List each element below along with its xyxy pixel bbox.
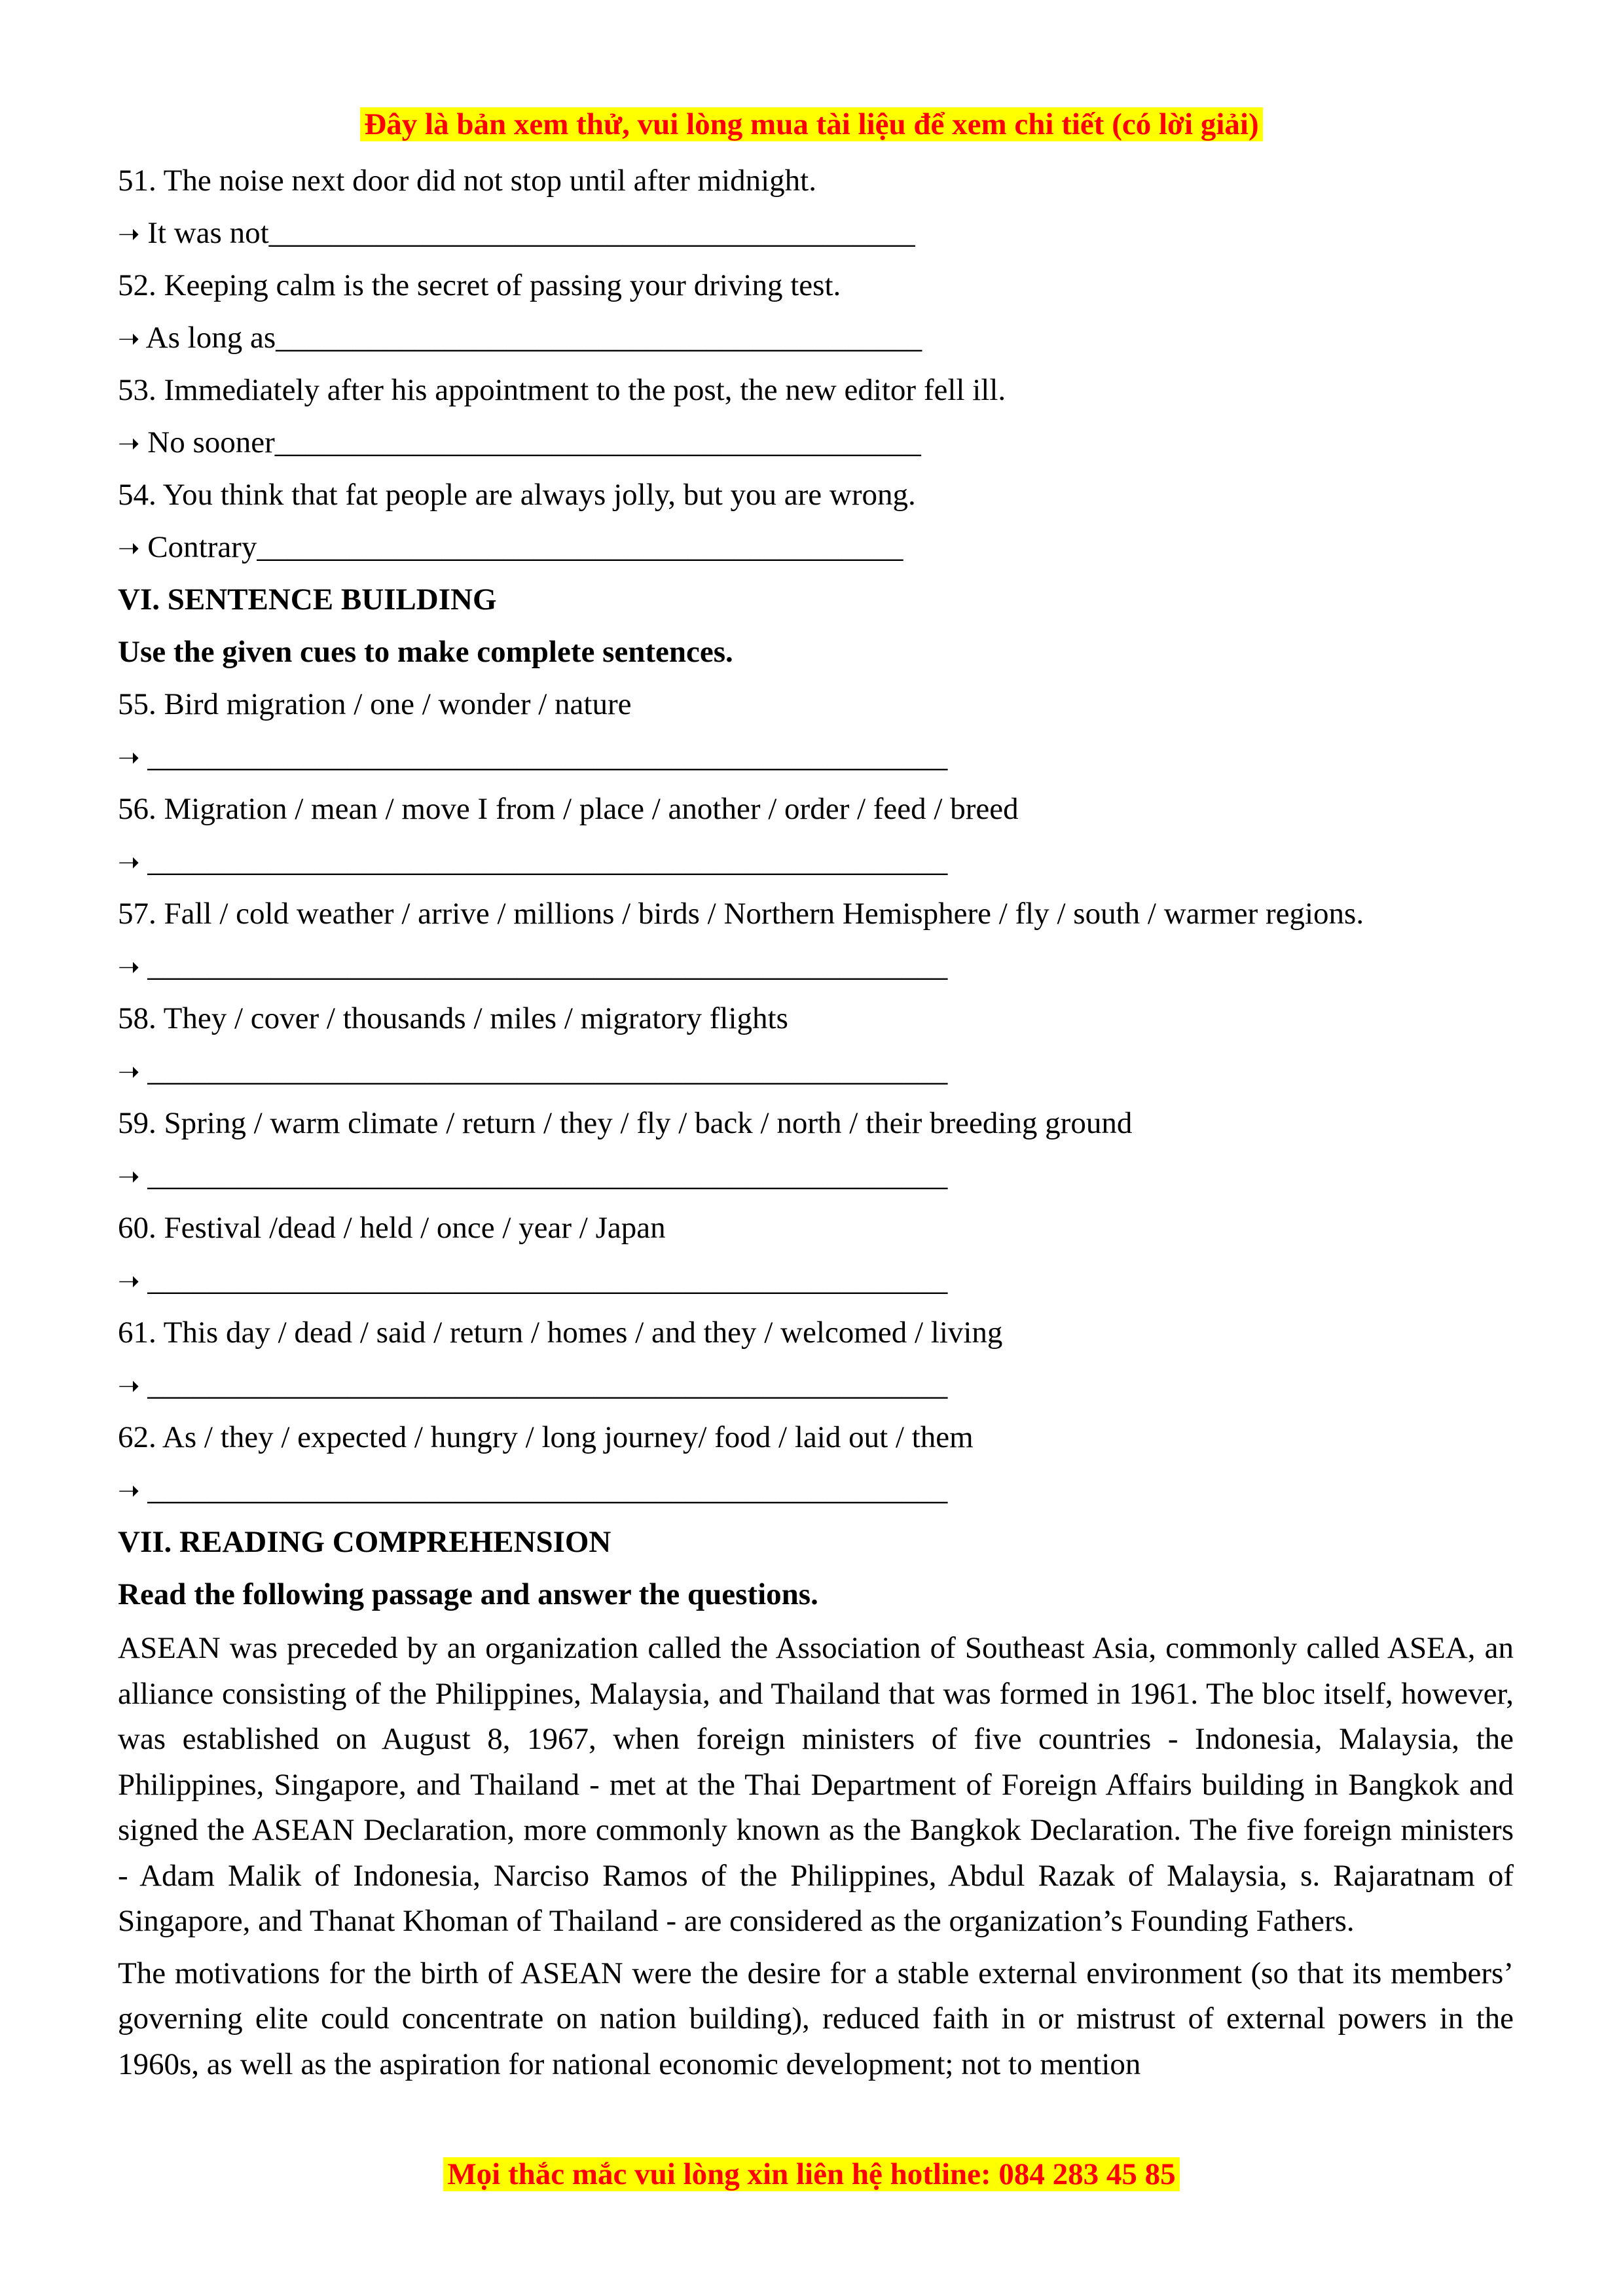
answer-line-62 xyxy=(118,1463,1514,1516)
section-sentence-building xyxy=(118,573,1514,1516)
arrow-icon: ➝ xyxy=(118,324,140,354)
answer-prompt: As long as__________________________________________ xyxy=(139,321,922,355)
answer-blank: ____________________________________________________ xyxy=(139,1368,948,1402)
question-51: 51. The noise next door did not stop until after midnight. xyxy=(118,164,816,198)
answer-blank: ____________________________________________________ xyxy=(139,844,948,878)
question-58: 58. They / cover / thousands / miles / migratory flights xyxy=(118,1001,788,1035)
preview-banner-text: Đây là bản xem thử, vui lòng mua tài liệu để xem chi tiết (có lời giải) xyxy=(360,107,1262,141)
question-53: 53. Immediately after his appointment to the post, the new editor fell ill. xyxy=(118,373,1006,407)
answer-blank: ____________________________________________________ xyxy=(139,1158,948,1193)
arrow-icon: ➝ xyxy=(118,1371,140,1401)
question-54: 54. You think that fat people are always jolly, but you are wrong. xyxy=(118,478,916,512)
answer-line-55 xyxy=(118,730,1514,783)
preview-banner xyxy=(0,105,1623,144)
arrow-icon: ➝ xyxy=(118,219,140,249)
answer-blank: ____________________________________________________ xyxy=(139,1263,948,1297)
arrow-icon: ➝ xyxy=(118,743,140,773)
question-57: 57. Fall / cold weather / arrive / millions / birds / Northern Hemisphere / fly / south / warmer regions. xyxy=(118,897,1364,931)
answer-blank: ____________________________________________________ xyxy=(139,740,948,774)
answer-prompt: It was not__________________________________________ xyxy=(139,216,915,250)
arrow-icon: ➝ xyxy=(118,848,140,878)
question-52: 52. Keeping calm is the secret of passing your driving test. xyxy=(118,268,841,302)
arrow-icon: ➝ xyxy=(118,429,140,459)
question-56: 56. Migration / mean / move I from / place / another / order / feed / breed xyxy=(118,792,1019,826)
answer-line-56 xyxy=(118,835,1514,888)
question-59: 59. Spring / warm climate / return / they / fly / back / north / their breeding ground xyxy=(118,1106,1133,1140)
section-instruction: Use the given cues to make complete sentences. xyxy=(118,635,733,669)
answer-blank: ____________________________________________________ xyxy=(139,949,948,983)
section-heading: VII. READING COMPREHENSION xyxy=(118,1525,611,1559)
arrow-icon: ➝ xyxy=(118,1162,140,1192)
answer-prompt: No sooner__________________________________________ xyxy=(139,425,921,459)
hotline-banner-text: Mọi thắc mắc vui lòng xin liên hệ hotline: 084 283 45 85 xyxy=(443,2157,1179,2191)
section-reading-comprehension xyxy=(118,1516,1514,2087)
answer-line-54 xyxy=(118,521,1514,573)
arrow-icon: ➝ xyxy=(118,1266,140,1297)
answer-line-58 xyxy=(118,1045,1514,1097)
answer-line-61 xyxy=(118,1359,1514,1411)
question-61: 61. This day / dead / said / return / homes / and they / welcomed / living xyxy=(118,1316,1003,1350)
reading-passage xyxy=(118,1626,1514,2087)
hotline-banner xyxy=(0,2155,1623,2194)
answer-prompt: Contrary__________________________________________ xyxy=(139,530,903,564)
question-62: 62. As / they / expected / hungry / long journey/ food / laid out / them xyxy=(118,1420,974,1454)
answer-line-60 xyxy=(118,1254,1514,1306)
document-content xyxy=(118,154,1514,2094)
passage-paragraph-2: The motivations for the birth of ASEAN were the desire for a stable external environment (so that its members’ governing elite could concentrate on nation building), reduced faith in or mistrust of external powers in the 1960s, as well as the aspiration for national economic development; not to mention xyxy=(118,1956,1514,2081)
answer-line-51 xyxy=(118,207,1514,259)
arrow-icon: ➝ xyxy=(118,952,140,982)
rewrite-exercise xyxy=(118,154,1514,573)
answer-line-57 xyxy=(118,940,1514,992)
answer-blank: ____________________________________________________ xyxy=(139,1473,948,1507)
arrow-icon: ➝ xyxy=(118,1476,140,1506)
answer-line-53 xyxy=(118,416,1514,469)
section-heading: VI. SENTENCE BUILDING xyxy=(118,583,497,617)
arrow-icon: ➝ xyxy=(118,533,140,564)
section-instruction: Read the following passage and answer the questions. xyxy=(118,1577,818,1611)
answer-blank: ____________________________________________________ xyxy=(139,1054,948,1088)
answer-line-59 xyxy=(118,1149,1514,1202)
question-60: 60. Festival /dead / held / once / year / Japan xyxy=(118,1211,666,1245)
passage-paragraph-1: ASEAN was preceded by an organization called the Association of Southeast Asia, commonly called ASEA, an alliance consisting of the Philippines, Malaysia, and Thailand that was formed in 1961. The bloc itself, however, was established on August 8, 1967, when foreign ministers of five countries - Indonesia, Malaysia, the Philippines, Singapore, and Thailand - met at the Thai Department of Foreign Affairs building in Bangkok and signed the ASEAN Declaration, more commonly known as the Bangkok Declaration. The five foreign ministers - Adam Malik of Indonesia, Narciso Ramos of the Philippines, Abdul Razak of Malaysia, s. Rajaratnam of Singapore, and Thanat Khoman of Thailand - are considered as the organization’s Founding Fathers. xyxy=(118,1631,1514,1938)
answer-line-52 xyxy=(118,312,1514,364)
arrow-icon: ➝ xyxy=(118,1057,140,1087)
question-55: 55. Bird migration / one / wonder / nature xyxy=(118,687,632,721)
